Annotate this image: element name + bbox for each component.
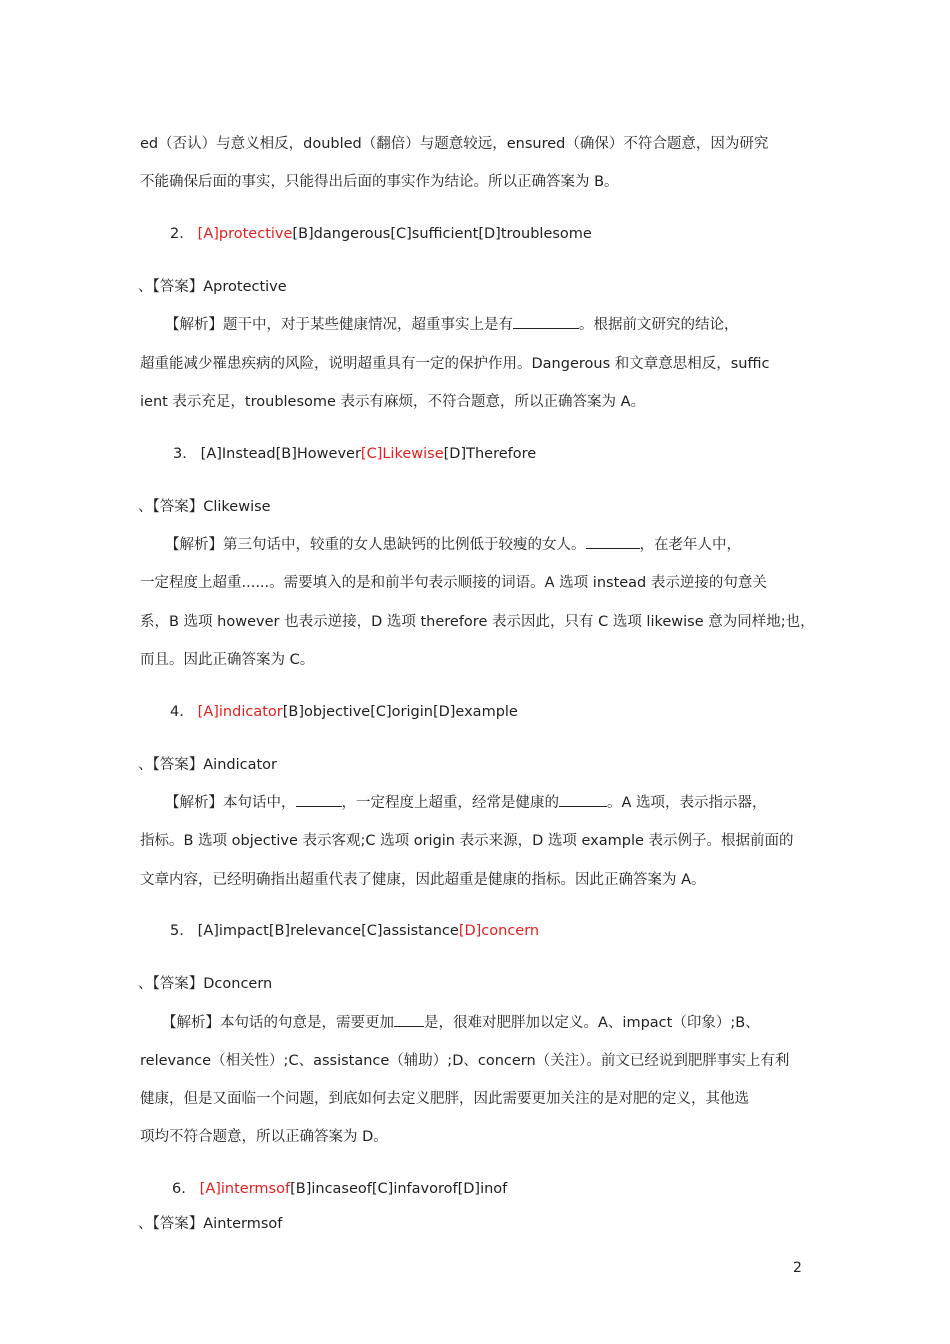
paragraph-line: 不能确保后面的事实，只能得出后面的事实作为结论。所以正确答案为 B。 <box>140 174 619 190</box>
paragraph-line: ed（否认）与意义相反，doubled（翻倍）与题意较远，ensured（确保）不符合题意，因为研究 <box>140 136 769 152</box>
analysis-line: 【解析】题干中，对于某些健康情况，超重事实上是有 。根据前文研究的结论， <box>165 317 739 333</box>
fill-blank <box>513 316 579 329</box>
answer-line: 、【答案】Clikewise <box>138 499 271 515</box>
option-d: [D]troublesome <box>478 226 592 242</box>
question-options <box>170 224 592 244</box>
question-options <box>170 702 518 722</box>
analysis-line: 系，B 选项 however 也表示逆接，D 选项 therefore 表示因此，只有 C 选项 likewise 意为同样地;也， <box>140 614 815 630</box>
option-b: [B]objective <box>282 704 371 720</box>
analysis-line: 【解析】本句话中， ，一定程度上超重，经常是健康的 。A 选项，表示指示器， <box>165 795 767 811</box>
answer-line: 、【答案】Aprotective <box>138 279 287 295</box>
fill-blank <box>586 536 640 549</box>
option-d: [D]Therefore <box>443 446 537 462</box>
option-c: [C]infavorof <box>371 1181 458 1197</box>
analysis-line: 而且。因此正确答案为 C。 <box>140 652 315 668</box>
answer-line: 、【答案】Aindicator <box>138 757 277 773</box>
option-a: [A]Instead <box>200 446 276 462</box>
question-options <box>170 921 539 941</box>
option-c: [C]assistance <box>361 923 459 939</box>
analysis-line: 超重能减少罹患疾病的风险，说明超重具有一定的保护作用。Dangerous 和文章意思相反，suffic <box>140 356 770 372</box>
fill-blank <box>559 794 607 807</box>
analysis-line: 【解析】第三句话中，较重的女人患缺钙的比例低于较瘦的女人。 ，在老年人中， <box>165 537 741 553</box>
question-options <box>173 444 536 464</box>
question-number: 3. <box>173 446 187 462</box>
option-a-correct: [A]intermsof <box>199 1181 291 1197</box>
question-number: 4. <box>170 704 184 720</box>
option-a: [A]impact <box>197 923 269 939</box>
option-b: [B]dangerous <box>292 226 391 242</box>
analysis-line: ient 表示充足，troublesome 表示有麻烦，不符合题意，所以正确答案为 A。 <box>140 394 646 410</box>
analysis-line: 文章内容，已经明确指出超重代表了健康，因此超重是健康的指标。因此正确答案为 A。 <box>140 872 706 888</box>
analysis-line: relevance（相关性）;C、assistance（辅助）;D、concern（关注）。前文已经说到肥胖事实上有利 <box>140 1053 790 1069</box>
option-d: [D]inof <box>457 1181 508 1197</box>
option-d-correct: [D]concern <box>458 923 540 939</box>
answer-line: 、【答案】Dconcern <box>138 976 273 992</box>
question-number: 5. <box>170 923 184 939</box>
fill-blank <box>296 794 342 807</box>
fill-blank <box>394 1014 424 1027</box>
option-a-correct: [A]protective <box>197 226 293 242</box>
analysis-line: 一定程度上超重......。需要填入的是和前半句表示顺接的词语。A 选项 instead 表示逆接的句意关 <box>140 575 767 591</box>
option-d: [D]example <box>432 704 518 720</box>
page-number: 2 <box>793 1260 802 1276</box>
question-number: 2. <box>170 226 184 242</box>
question-number: 6. <box>172 1181 186 1197</box>
analysis-line: 指标。B 选项 objective 表示客观;C 选项 origin 表示来源，D 选项 example 表示例子。根据前面的 <box>140 833 794 849</box>
option-c-correct: [C]Likewise <box>360 446 444 462</box>
option-c: [C]origin <box>370 704 433 720</box>
question-options <box>172 1179 507 1199</box>
option-b: [B]relevance <box>268 923 362 939</box>
option-a-correct: [A]indicator <box>197 704 283 720</box>
answer-line: 、【答案】Aintermsof <box>138 1216 283 1232</box>
option-b: [B]incaseof <box>290 1181 372 1197</box>
analysis-line: 健康，但是又面临一个问题，到底如何去定义肥胖，因此需要更加关注的是对肥的定义，其他选 <box>140 1091 749 1107</box>
option-b: [B]However <box>275 446 361 462</box>
analysis-line: 项均不符合题意，所以正确答案为 D。 <box>140 1129 388 1145</box>
option-c: [C]sufficient <box>390 226 479 242</box>
analysis-line: 【解析】本句话的句意是，需要更加 是，很难对肥胖加以定义。A、impact（印象）;B、 <box>162 1015 760 1031</box>
